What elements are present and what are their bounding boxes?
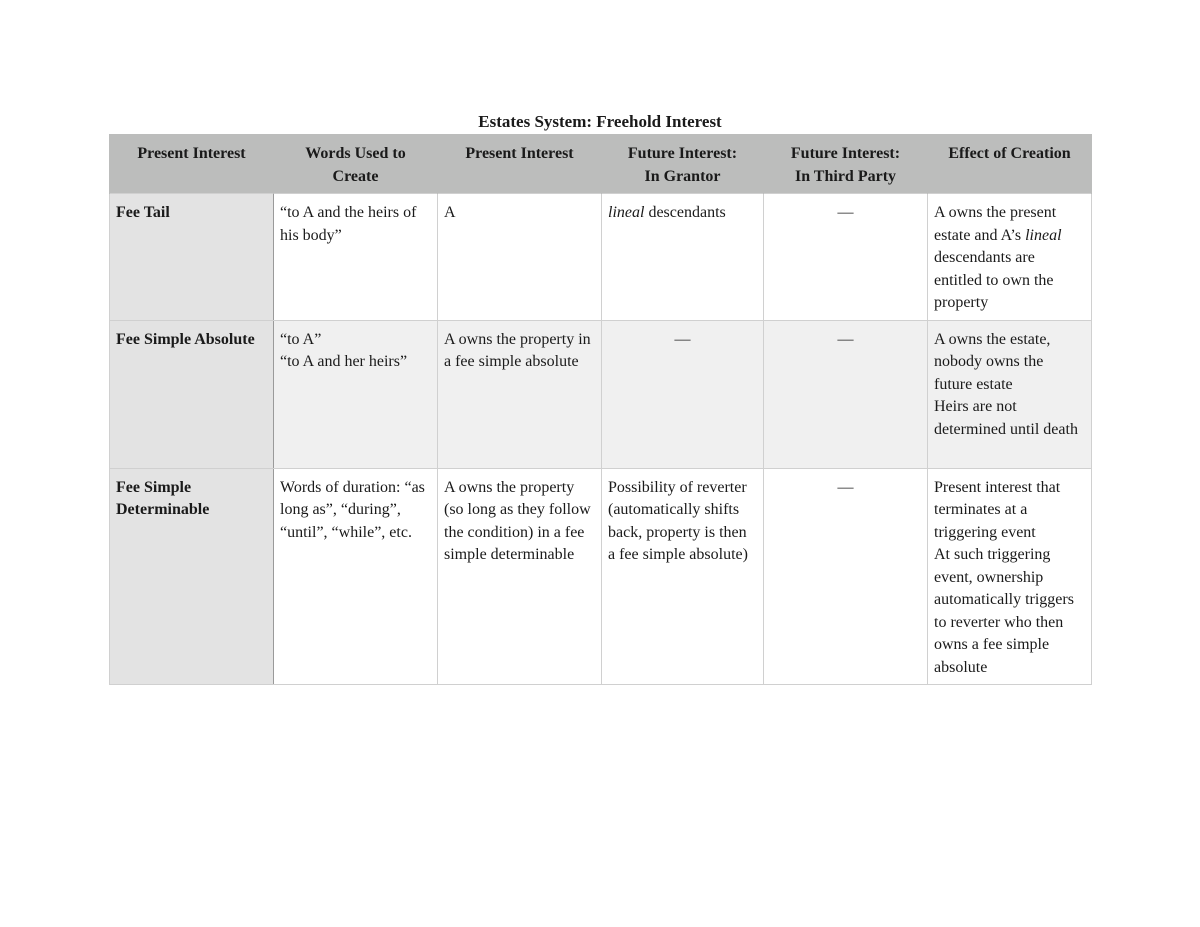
estates-table xyxy=(109,134,1092,685)
header-effect-of-creation: Effect of Creation xyxy=(928,134,1092,194)
cell-grantor: lineal descendants xyxy=(602,194,764,321)
cell-third-party: — xyxy=(764,194,928,321)
cell-effect: A owns the estate, nobody owns the future estate Heirs are not determined until death xyxy=(928,320,1092,468)
cell-words: Words of duration: “as long as”, “during”, “until”, “while”, etc. xyxy=(274,468,438,685)
cell-present: A owns the property (so long as they follow the condition) in a fee simple determinable xyxy=(438,468,602,685)
cell-words: “to A” “to A and her heirs” xyxy=(274,320,438,468)
cell-effect: A owns the present estate and A’s lineal descendants are entitled to own the property xyxy=(928,194,1092,321)
header-future-third-party: Future Interest: In Third Party xyxy=(764,134,928,194)
header-words-used: Words Used to Create xyxy=(274,134,438,194)
row-name-fee-simple-absolute: Fee Simple Absolute xyxy=(110,320,274,468)
italic-text: lineal xyxy=(608,204,645,221)
row-name-fee-tail: Fee Tail xyxy=(110,194,274,321)
italic-text: lineal xyxy=(1025,226,1062,244)
table-row-fee-simple-determinable xyxy=(110,468,1092,685)
cell-third-party: — xyxy=(764,320,928,468)
page-title: Estates System: Freehold Interest xyxy=(478,112,722,131)
cell-grantor: — xyxy=(602,320,764,468)
cell-grantor: Possibility of reverter (automatically shifts back, property is then a fee simple absolute) xyxy=(602,468,764,685)
row-name-fee-simple-determinable: Fee Simple Determinable xyxy=(110,468,274,685)
table-row-fee-tail xyxy=(110,194,1092,321)
header-present-interest-2: Present Interest xyxy=(438,134,602,194)
cell-present: A xyxy=(438,194,602,321)
header-present-interest: Present Interest xyxy=(110,134,274,194)
cell-present: A owns the property in a fee simple absolute xyxy=(438,320,602,468)
cell-third-party: — xyxy=(764,468,928,685)
header-future-grantor: Future Interest: In Grantor xyxy=(602,134,764,194)
header-row xyxy=(110,134,1092,194)
cell-words: “to A and the heirs of his body” xyxy=(274,194,438,321)
table-row-fee-simple-absolute xyxy=(110,320,1092,468)
cell-effect: Present interest that terminates at a triggering event At such triggering event, ownership automatically triggers to reverter who then owns a fee simple absolute xyxy=(928,468,1092,685)
